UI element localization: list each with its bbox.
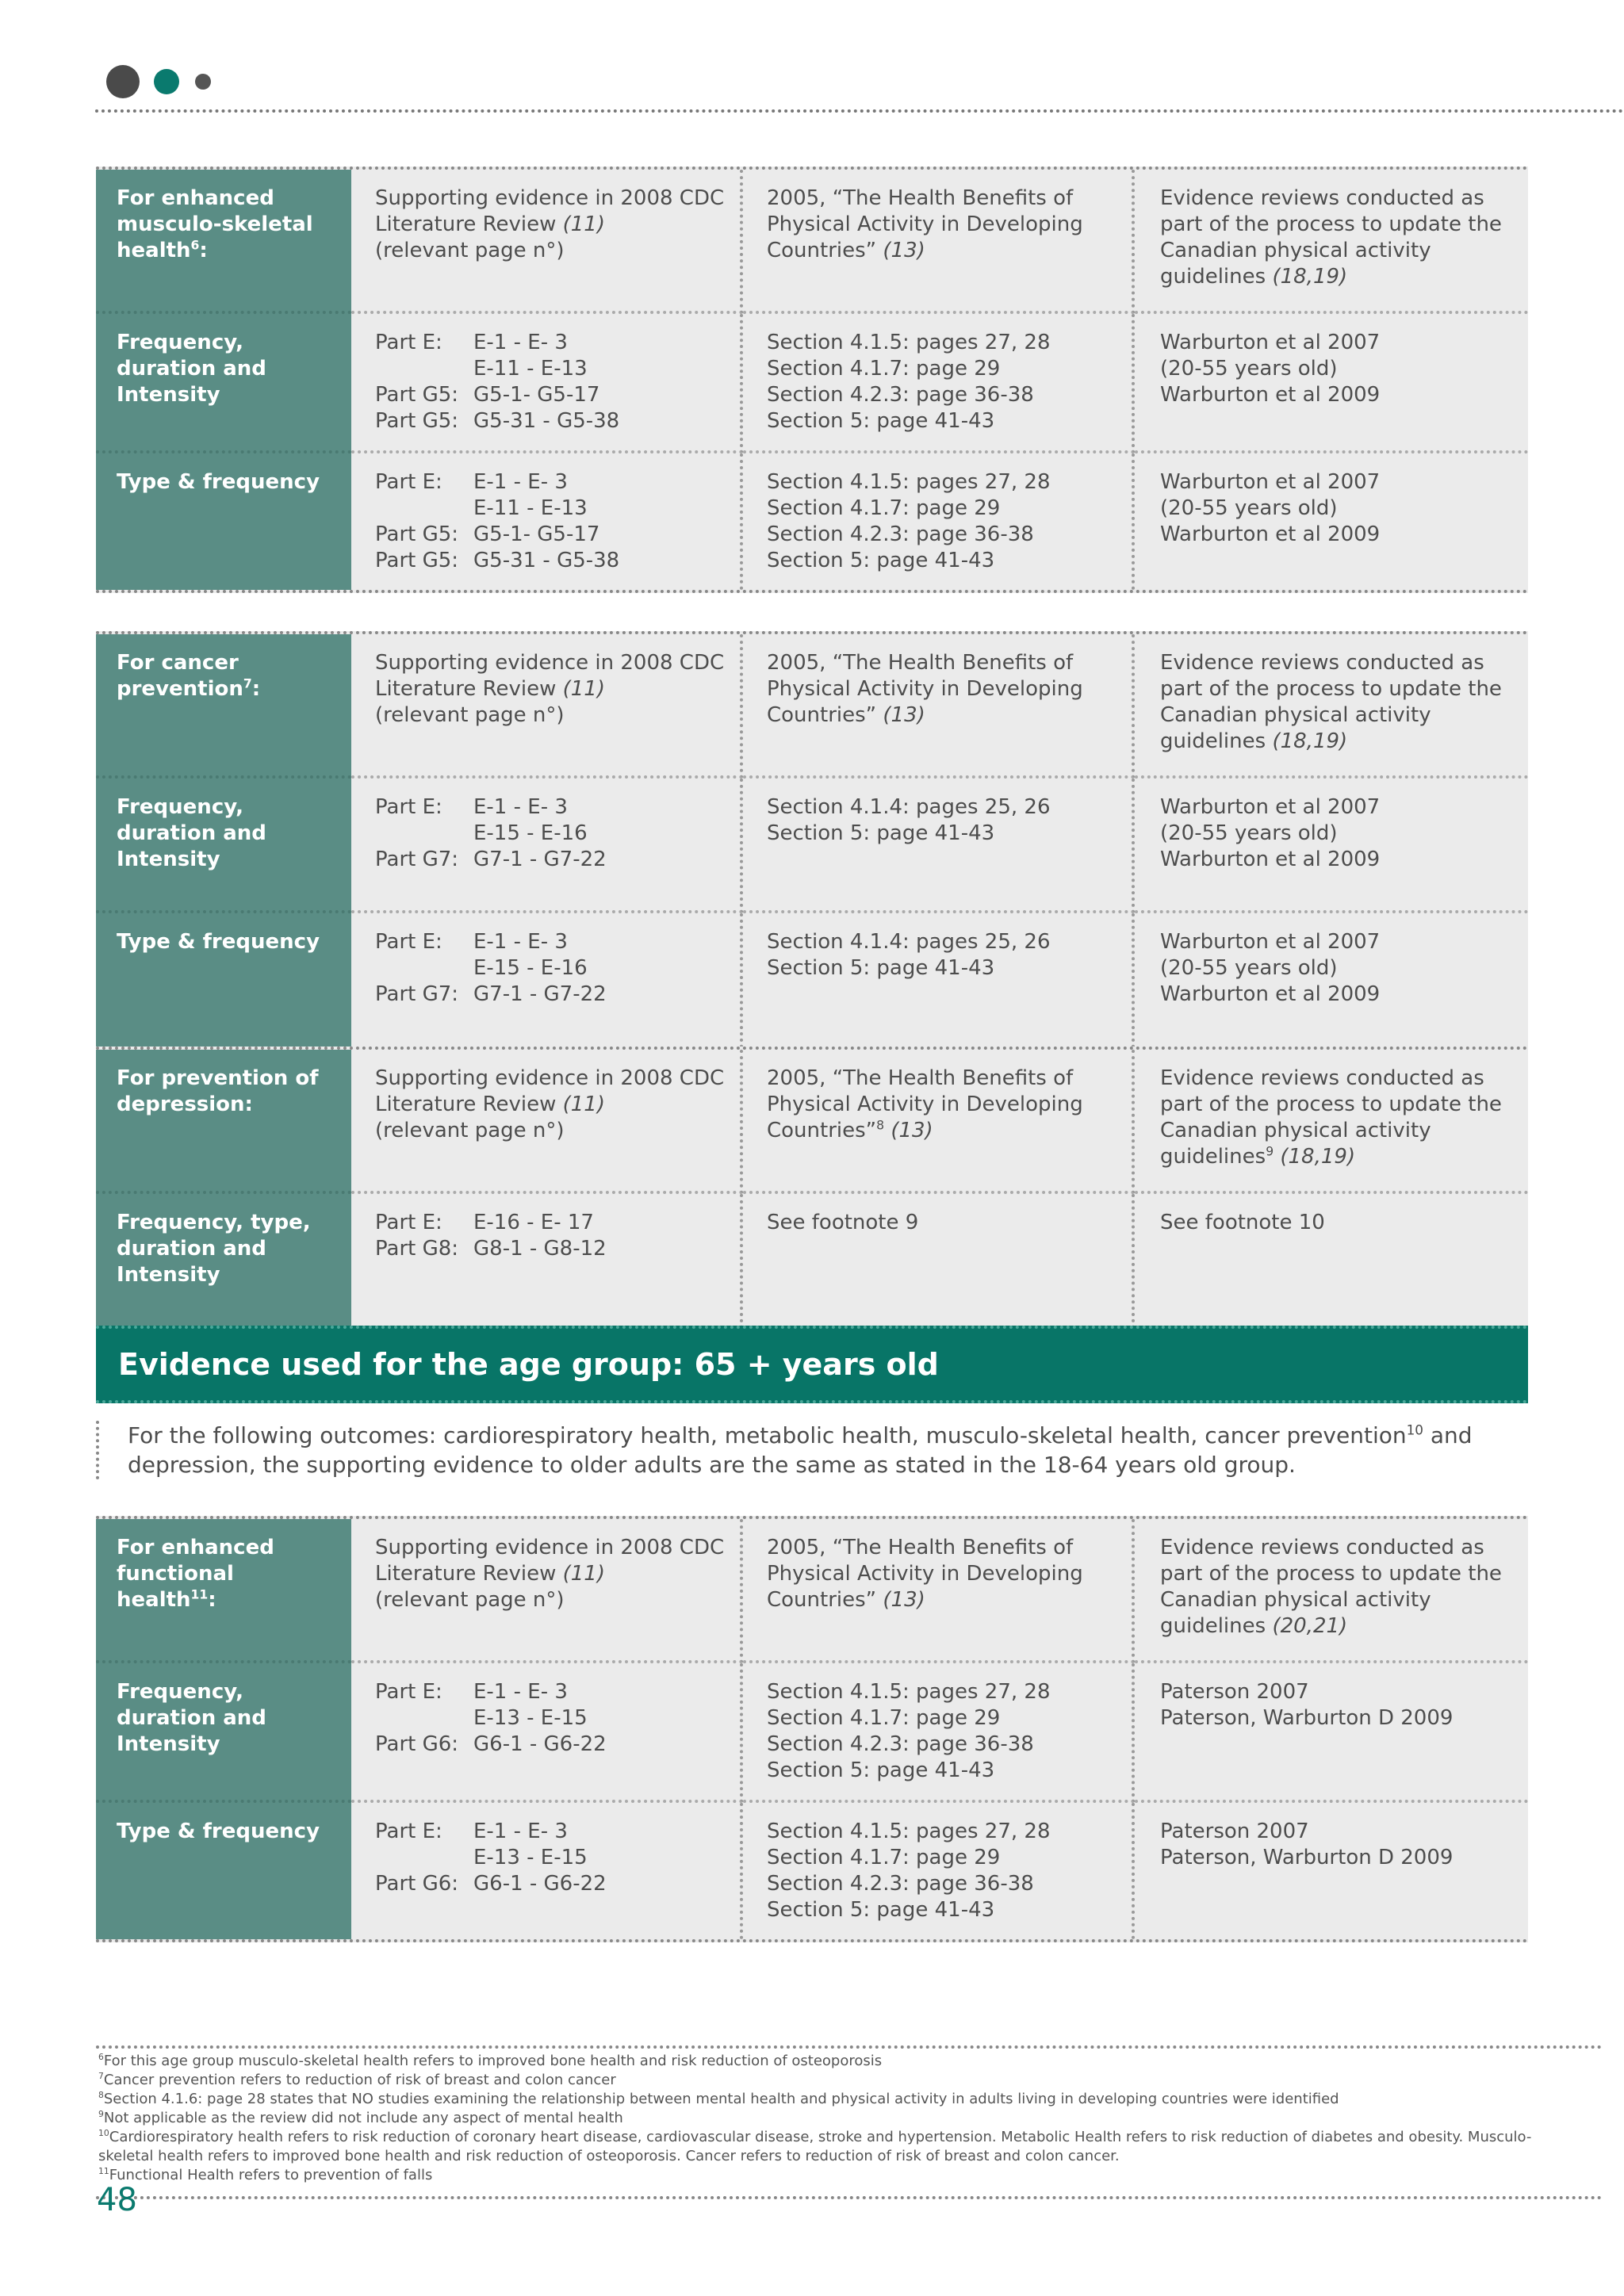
header-canadian-reviews — [1135, 634, 1528, 779]
section-line: Section 4.1.7: page 29 — [767, 496, 1001, 520]
section-line: Section 5: page 41-43 — [767, 821, 995, 845]
cdc-references — [351, 1663, 743, 1803]
part-range: E-1 - E- 3 — [473, 930, 568, 954]
part-label: Part G5: — [375, 549, 459, 572]
reference-line — [375, 1679, 727, 1705]
section-line: Section 5: page 41-43 — [767, 549, 995, 572]
part-range: E-15 - E-16 — [473, 956, 588, 980]
header-cdc-review — [351, 170, 743, 314]
part-range: E-15 - E-16 — [473, 821, 588, 845]
label-text: For prevention of depression: — [117, 1066, 319, 1116]
section-references — [743, 913, 1135, 1048]
banner-title: Evidence used for the age group: 65 + years old — [118, 1347, 939, 1382]
footnote-ref: 7 — [243, 676, 252, 691]
part-label: Part E: — [375, 331, 442, 354]
reference-line — [375, 408, 727, 434]
evidence-line: Warburton et al 2007 — [1160, 331, 1381, 354]
header-text: 2005, “The Health Benefits of Physical Activity in Developing Countries” — [767, 651, 1083, 727]
header-cdc-review — [351, 1050, 743, 1194]
reference-line — [375, 356, 727, 382]
footnote-item — [98, 2109, 1542, 2128]
part-range: G7-1 - G7-22 — [473, 982, 607, 1006]
cdc-references — [351, 779, 743, 913]
part-label: Part G6: — [375, 1732, 459, 1756]
header-text: Evidence reviews conducted as part of the process to update the Canadian physical activity guidelines — [1160, 1536, 1502, 1638]
footnote-text: For this age group musculo-skeletal health refers to improved bone health and risk reduction of osteoporosis — [103, 2053, 883, 2069]
reference-line — [375, 382, 727, 408]
cdc-references — [351, 1803, 743, 1939]
evidence-line: See footnote 10 — [1160, 1211, 1325, 1234]
footnote-item — [98, 2052, 1542, 2071]
reference: (11) — [562, 1093, 605, 1116]
table-depression — [96, 1047, 1528, 1332]
part-range: G5-1- G5-17 — [473, 522, 600, 546]
reference: (18,19) — [1280, 1145, 1356, 1169]
row-label: Type & frequency — [96, 453, 351, 590]
header-text: Supporting evidence in 2008 CDC Literature Review — [375, 651, 725, 701]
evidence-line: (20-55 years old) — [1160, 357, 1338, 381]
part-label: Part E: — [375, 1211, 442, 1234]
reference-line — [375, 1732, 727, 1758]
label-suffix: : — [208, 1588, 216, 1612]
footnote-text: Cardiorespiratory health refers to risk reduction of coronary heart disease, cardiovascular disease, stroke and hypertension. Metabolic Health refers to risk reduction of diabetes and obesity. Musculo-skeletal health refers to improved bone health and risk reduction of osteoporosis. Cancer refers to reduction of risk of breast and colon cancer. — [98, 2129, 1532, 2164]
part-range: G5-31 - G5-38 — [473, 549, 620, 572]
part-range: G7-1 - G7-22 — [473, 848, 607, 871]
header-extra: (relevant page n°) — [375, 703, 565, 727]
section-references — [743, 453, 1135, 590]
section-line: Section 5: page 41-43 — [767, 956, 995, 980]
part-range: E-16 - E- 17 — [473, 1211, 594, 1234]
reference-line — [375, 469, 727, 496]
header-health-benefits — [743, 170, 1135, 314]
section-line: Section 4.1.7: page 29 — [767, 1706, 1001, 1730]
part-range: G6-1 - G6-22 — [473, 1872, 607, 1896]
evidence-references — [1135, 913, 1528, 1048]
part-label: Part G5: — [375, 522, 459, 546]
section-line: Section 4.2.3: page 36-38 — [767, 1732, 1034, 1756]
table-musculo-skeletal — [96, 166, 1528, 593]
header-cdc-review — [351, 634, 743, 779]
evidence-line: Paterson, Warburton D 2009 — [1160, 1706, 1454, 1730]
reference: (18,19) — [1272, 729, 1348, 753]
teal-dot-icon — [154, 69, 179, 94]
header-text: 2005, “The Health Benefits of Physical Activity in Developing Countries” — [767, 1536, 1083, 1612]
footnote-item — [98, 2071, 1542, 2090]
evidence-line: (20-55 years old) — [1160, 956, 1338, 980]
header-extra: (relevant page n°) — [375, 1588, 565, 1612]
section-references — [743, 1194, 1135, 1329]
header-canadian-reviews — [1135, 170, 1528, 314]
part-label — [375, 1845, 473, 1871]
reference-line — [375, 821, 727, 847]
reference-line — [375, 929, 727, 955]
part-range: G8-1 - G8-12 — [473, 1237, 607, 1261]
header-text: Evidence reviews conducted as part of the process to update the Canadian physical activity guidelines — [1160, 186, 1502, 289]
evidence-references — [1135, 779, 1528, 913]
section-references — [743, 779, 1135, 913]
part-label — [375, 496, 473, 522]
reference: (13) — [883, 1588, 925, 1612]
reference-line — [375, 1236, 727, 1262]
part-range: G6-1 - G6-22 — [473, 1732, 607, 1756]
section-line: Section 4.1.5: pages 27, 28 — [767, 470, 1051, 494]
reference-line — [375, 955, 727, 982]
page-number: 48 — [97, 2182, 137, 2218]
row-label: Type & frequency — [96, 1803, 351, 1939]
intro-paragraph: For the following outcomes: cardiorespiratory health, metabolic health, musculo-skeletal health, cancer prevention$^{10}$ and depression, the supporting evidence to older adults are the same as stated in the 18-64 years old group. — [96, 1421, 1528, 1479]
part-range: G5-1- G5-17 — [473, 383, 600, 407]
table-functional-health — [96, 1516, 1528, 1942]
cdc-references — [351, 1194, 743, 1329]
reference-line — [375, 794, 727, 821]
header-health-benefits — [743, 634, 1135, 779]
evidence-references — [1135, 1194, 1528, 1329]
cdc-references — [351, 453, 743, 590]
evidence-line: Warburton et al 2007 — [1160, 470, 1381, 494]
reference: (13) — [891, 1119, 933, 1142]
part-label — [375, 356, 473, 382]
header-health-benefits — [743, 1519, 1135, 1663]
evidence-references — [1135, 1803, 1528, 1939]
reference: (13) — [883, 703, 925, 727]
part-label — [375, 821, 473, 847]
part-range: G5-31 - G5-38 — [473, 409, 620, 433]
reference-line — [375, 522, 727, 548]
footnote-number: 10 — [98, 2128, 109, 2138]
label-suffix: : — [199, 239, 208, 262]
header-text: 2005, “The Health Benefits of Physical Activity in Developing Countries” — [767, 186, 1083, 262]
part-range: E-1 - E- 3 — [473, 1680, 568, 1704]
section-line: Section 5: page 41-43 — [767, 1898, 995, 1922]
footnote-item — [98, 2166, 1542, 2185]
row-label: Type & frequency — [96, 913, 351, 1048]
evidence-line: Warburton et al 2009 — [1160, 982, 1381, 1006]
reference: (11) — [562, 212, 605, 236]
reference: (13) — [883, 239, 925, 262]
table-cancer-prevention — [96, 631, 1528, 1051]
header-text: 2005, “The Health Benefits of Physical Activity in Developing Countries” — [767, 1066, 1083, 1142]
part-range: E-11 - E-13 — [473, 357, 588, 381]
part-label: Part G7: — [375, 848, 459, 871]
reference-line — [375, 847, 727, 873]
part-label: Part E: — [375, 470, 442, 494]
part-label: Part G6: — [375, 1872, 459, 1896]
header-health-benefits — [743, 1050, 1135, 1194]
evidence-line: Paterson, Warburton D 2009 — [1160, 1846, 1454, 1869]
reference-line — [375, 1845, 727, 1871]
part-range: E-1 - E- 3 — [473, 470, 568, 494]
footnote-number: 6 — [98, 2052, 104, 2062]
section-line: Section 5: page 41-43 — [767, 1758, 995, 1782]
part-range: E-13 - E-15 — [473, 1706, 588, 1730]
part-label: Part G8: — [375, 1237, 459, 1261]
section-line: See footnote 9 — [767, 1211, 919, 1234]
top-divider — [95, 109, 1624, 113]
footnote-ref: 8 — [876, 1118, 885, 1133]
header-canadian-reviews — [1135, 1519, 1528, 1663]
footnote-number: 9 — [98, 2109, 104, 2119]
footnote-divider-top — [96, 2045, 1603, 2049]
footnote-ref: 9 — [1266, 1144, 1274, 1159]
evidence-line: Warburton et al 2009 — [1160, 522, 1381, 546]
label-text: For enhanced musculo-skeletal health — [117, 186, 313, 262]
section-line: Section 4.1.7: page 29 — [767, 1846, 1001, 1869]
part-label: Part G5: — [375, 383, 459, 407]
row-header-label — [96, 1519, 351, 1663]
section-line: Section 4.1.7: page 29 — [767, 357, 1001, 381]
section-references — [743, 1663, 1135, 1803]
footnote-number: 11 — [98, 2166, 109, 2176]
row-header-label — [96, 1050, 351, 1194]
section-line: Section 4.1.4: pages 25, 26 — [767, 795, 1051, 819]
label-suffix: : — [251, 677, 261, 701]
row-header-label — [96, 170, 351, 314]
part-label: Part E: — [375, 930, 442, 954]
header-text: Evidence reviews conducted as part of the process to update the Canadian physical activity guidelines — [1160, 651, 1502, 753]
section-line: Section 4.1.5: pages 27, 28 — [767, 331, 1051, 354]
section-line: Section 4.1.5: pages 27, 28 — [767, 1820, 1051, 1843]
header-canadian-reviews — [1135, 1050, 1528, 1194]
header-extra: (relevant page n°) — [375, 239, 565, 262]
cdc-references — [351, 913, 743, 1048]
reference: (18,19) — [1272, 265, 1348, 289]
section-line: Section 5: page 41-43 — [767, 409, 995, 433]
part-label — [375, 955, 473, 982]
part-range: E-1 - E- 3 — [473, 795, 568, 819]
label-text: For enhanced functional health — [117, 1536, 274, 1612]
evidence-line: (20-55 years old) — [1160, 821, 1338, 845]
section-line: Section 4.2.3: page 36-38 — [767, 522, 1034, 546]
footnote-text: Not applicable as the review did not include any aspect of mental health — [103, 2110, 623, 2126]
part-range: E-13 - E-15 — [473, 1846, 588, 1869]
age-group-banner — [96, 1326, 1528, 1403]
header-text: Supporting evidence in 2008 CDC Literature Review — [375, 1536, 725, 1586]
row-label: Frequency, duration and Intensity — [96, 314, 351, 453]
footnote-number: 7 — [98, 2071, 104, 2081]
reference-line — [375, 1819, 727, 1845]
evidence-line: Warburton et al 2007 — [1160, 795, 1381, 819]
header-text: Evidence reviews conducted as part of the process to update the Canadian physical activity guidelines — [1160, 1066, 1502, 1169]
small-dot-icon — [195, 74, 211, 90]
reference-line — [375, 1705, 727, 1732]
row-label: Frequency, type, duration and Intensity — [96, 1194, 351, 1329]
reference-line — [375, 982, 727, 1008]
part-label: Part E: — [375, 1820, 442, 1843]
row-header-label — [96, 634, 351, 779]
part-range: E-1 - E- 3 — [473, 331, 568, 354]
row-label: Frequency, duration and Intensity — [96, 779, 351, 913]
dark-dot-icon — [106, 65, 140, 98]
reference: (11) — [562, 1562, 605, 1586]
part-range: E-11 - E-13 — [473, 496, 588, 520]
evidence-line: Warburton et al 2009 — [1160, 383, 1381, 407]
header-text: Supporting evidence in 2008 CDC Literature Review — [375, 1066, 725, 1116]
reference: (20,21) — [1272, 1614, 1348, 1638]
reference: (11) — [562, 677, 605, 701]
section-line: Section 4.1.5: pages 27, 28 — [767, 1680, 1051, 1704]
footnote-ref: 11 — [190, 1587, 209, 1602]
part-label: Part G5: — [375, 409, 459, 433]
evidence-line: Paterson 2007 — [1160, 1680, 1309, 1704]
label-text: For cancer prevention — [117, 651, 243, 701]
footnote-text: Cancer prevention refers to reduction of risk of breast and colon cancer — [103, 2072, 616, 2088]
reference-line — [375, 330, 727, 356]
footnotes — [98, 2052, 1542, 2185]
cdc-references — [351, 314, 743, 453]
evidence-references — [1135, 453, 1528, 590]
evidence-line: Warburton et al 2007 — [1160, 930, 1381, 954]
part-label: Part E: — [375, 1680, 442, 1704]
evidence-references — [1135, 314, 1528, 453]
header-cdc-review — [351, 1519, 743, 1663]
evidence-line: (20-55 years old) — [1160, 496, 1338, 520]
evidence-line: Paterson 2007 — [1160, 1820, 1309, 1843]
reference-line — [375, 1871, 727, 1897]
header-text: Supporting evidence in 2008 CDC Literature Review — [375, 186, 725, 236]
reference-line — [375, 1210, 727, 1236]
section-line: Section 4.2.3: page 36-38 — [767, 1872, 1034, 1896]
evidence-references — [1135, 1663, 1528, 1803]
footnote-number: 8 — [98, 2090, 104, 2100]
part-label: Part G7: — [375, 982, 459, 1006]
reference-line — [375, 548, 727, 574]
footnote-text: Functional Health refers to prevention of falls — [109, 2167, 433, 2183]
footnote-item — [98, 2090, 1542, 2109]
footnote-ref: 6 — [190, 238, 200, 253]
part-label: Part E: — [375, 795, 442, 819]
section-line: Section 4.2.3: page 36-38 — [767, 383, 1034, 407]
footnote-divider-bottom — [96, 2196, 1603, 2199]
header-extra: (relevant page n°) — [375, 1119, 565, 1142]
evidence-line: Warburton et al 2009 — [1160, 848, 1381, 871]
row-label: Frequency, duration and Intensity — [96, 1663, 351, 1803]
footnote-item — [98, 2128, 1542, 2166]
part-label — [375, 1705, 473, 1732]
reference-line — [375, 496, 727, 522]
part-range: E-1 - E- 3 — [473, 1820, 568, 1843]
section-references — [743, 1803, 1135, 1939]
section-references — [743, 314, 1135, 453]
footnote-text: Section 4.1.6: page 28 states that NO studies examining the relationship between mental health and physical activity in adults living in developing countries were identified — [103, 2091, 1339, 2107]
section-line: Section 4.1.4: pages 25, 26 — [767, 930, 1051, 954]
